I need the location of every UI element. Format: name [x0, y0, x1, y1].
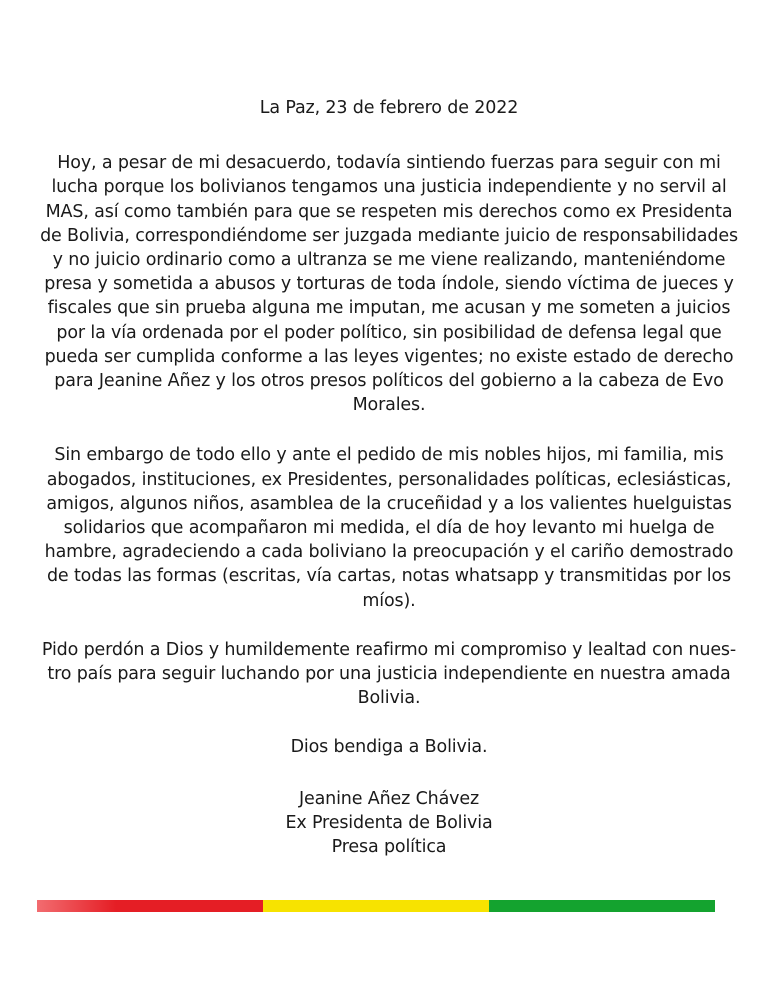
flag-stripe-green	[489, 900, 715, 912]
signature-status: Presa política	[331, 837, 447, 858]
bolivia-flag-bar	[37, 900, 715, 912]
paragraph-3: Pido perdón a Dios y humildemente reafirmo mi compromiso y lealtad con nues-tro país para seguir luchando por una justicia independiente en nuestra amada Bolivia.	[41, 639, 737, 709]
letter-date: La Paz, 23 de febrero de 2022	[259, 98, 519, 118]
closing-line: Dios bendiga a Bolivia.	[290, 737, 488, 758]
signature-title: Ex Presidenta de Bolivia	[285, 812, 493, 833]
flag-stripe-red	[37, 900, 263, 912]
paragraph-2: Sin embargo de todo ello y ante el pedido de mis nobles hijos, mi familia, mis abogados, instituciones, ex Presidentes, personalidades políticas, eclesiásticas, amigos, algunos niños, asamblea de la cruceñidad y a los valientes huelguistas solidarios que acompañaron mi medida, el día de hoy levanto mi huelga de hambre, agradeciendo a cada boliviano la preocupación y el cariño demostrado de todas las formas (escritas, vía cartas, notas whatsapp y transmitidas por los míos).	[44, 445, 734, 611]
signature-block	[40, 787, 738, 860]
signature-name: Jeanine Añez Chávez	[298, 788, 480, 809]
flag-stripe-yellow	[263, 900, 489, 912]
paragraph-1: Hoy, a pesar de mi desacuerdo, todavía sintiendo fuerzas para seguir con mi lucha porque los bolivianos tengamos una justicia independiente y no servil al MAS, así como también para que se respeten mis derechos como ex Presidenta de Bolivia, correspondiéndome ser juzgada mediante juicio de responsabilidades y no juicio ordinario como a ultranza se me viene realizando, manteniéndome presa y sometida a abusos y torturas de toda índole, siendo víctima de jueces y fiscales que sin prueba alguna me imputan, me acusan y me someten a juicios por la vía ordenada por el poder político, sin posibilidad de defensa legal que pueda ser cumplida conforme a las leyes vigentes; no existe estado de derecho para Jeanine Añez y los otros presos políticos del gobierno a la cabeza de Evo Morales.	[40, 153, 738, 416]
letter-body	[40, 96, 738, 859]
